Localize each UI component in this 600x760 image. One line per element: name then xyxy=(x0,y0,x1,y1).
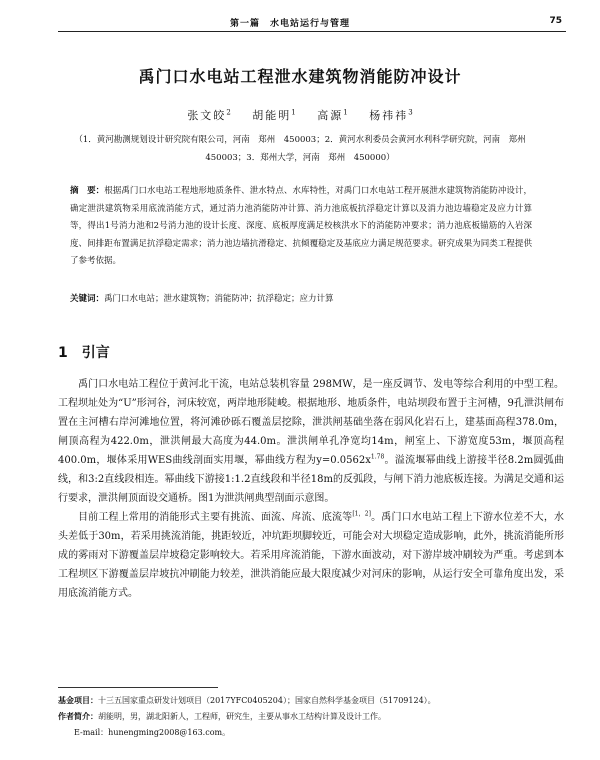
abstract xyxy=(70,183,532,271)
paper-title: 禹门口水电站工程泄水建筑物消能防冲设计 xyxy=(138,67,462,86)
equation-exponent: 1.78 xyxy=(370,453,385,461)
author-name: 张文皎 xyxy=(187,109,227,122)
paragraph-text: 目前工程上常用的消能形式主要有挑流、面流、戽流、底流等 xyxy=(78,512,353,523)
affiliations: （1．黄河勘测规划设计研究院有限公司，河南 郑州 450003；2．黄河水利委员会黄河水利科学研究院，河南 郑州 450003；3．郑州大学，河南 郑州 450000） xyxy=(74,135,535,163)
section-heading xyxy=(58,342,110,362)
author-affiliation-mark: 1 xyxy=(343,108,348,117)
keywords-text: 禹门口水电站；泄水建筑物；消能防冲；抗浮稳定；应力计算 xyxy=(104,294,334,304)
author-note xyxy=(58,709,564,725)
author-affiliation-mark: 2 xyxy=(226,108,231,117)
fund-text: 十三五国家重点研发计划项目（2017YFC0405204）；国家自然科学基金项目（51709124）。 xyxy=(98,696,436,705)
author xyxy=(317,109,347,122)
author-name: 胡能明 xyxy=(252,109,292,122)
header-rule xyxy=(58,31,566,32)
running-header-section: 第一篇 水电站运行与管理 xyxy=(230,19,351,29)
section-number: 1 xyxy=(58,345,68,361)
page-number: 75 xyxy=(549,16,562,26)
abstract-text: 根据禹门口水电站工程地形地质条件、泄水特点、水库特性，对禹门口水电站工程开展泄水建筑物消能防冲设计，确定泄洪建筑物采用底流消能方式，通过消力池消能防冲计算、消力池底板抗浮稳定计算以及消力池边墙稳定及应力计算等，得出1号消力池和2号消力池的设计长度、深度、底板厚度满足校核洪水下的消能防冲要求；消力池底板锚筋的入岩深度、间排距布置满足抗浮稳定需求；消力池边墙抗滑稳定、抗倾覆稳定及基底应力满足规范要求。研究成果为同类工程提供了参考依据。 xyxy=(70,186,532,266)
paragraph-text: 禹门口水电站工程位于黄河北干流，电站总装机容量 298MW，是一座反调节、发电等综合利用的中型工程。工程坝址处为“U”形河谷，河床较宽，两岸地形陡峻。根据地形、地质条件，电站坝段布置于主河槽，9孔泄洪闸布置在主河槽右岸河滩地位置，将河滩砂砾石覆盖层挖除，泄洪闸基础坐落在弱风化岩石上，建基面高程378.0m，闸顶高程为422.0m，泄洪闸最大高度为44.0m。泄洪闸单孔净宽均14m，闸室上、下游宽度53m，堰顶高程400.0m，堰体采用WES曲线剖面实用堰，幂曲线方程为y=0.0562x xyxy=(58,379,564,466)
body-text xyxy=(58,375,564,603)
fund-label: 基金项目： xyxy=(58,696,98,705)
running-header xyxy=(58,14,566,30)
keywords-label: 关键词： xyxy=(70,294,105,304)
paragraph-text: 。溢流堰幂曲线上游接半径8.2m圆弧曲线，和3:2直线段相连。幂曲线下游接1:1.2直线段和半径18m的反弧段，与闸下消力池底板连接。为满足交通和运行要求，泄洪闸顶面设交通桥。图1为泄洪闸典型剖面示意图。 xyxy=(58,455,564,504)
author xyxy=(252,109,295,122)
paragraph-text: 。禹门口水电站工程上下游水位差不大，水头差低于30m，若采用挑流消能，挑距较近，冲坑距坝脚较近，可能会对大坝稳定造成影响，此外，挑流消能所形成的雾雨对下游覆盖层岸坡稳定影响较大。若采用戽流消能，下游水面波动，对下游岸坡冲刷较为严重。考虑到本工程坝区下游覆盖层岸坡抗冲刷能力较差，泄洪消能应最大限度减少对河床的影响，从运行安全可靠角度出发，采用底流消能方式。 xyxy=(58,512,565,599)
author-bio-label: 作者简介： xyxy=(58,712,98,721)
author-bio-text: 胡能明，男，湖北阳新人，工程师，研究生，主要从事水工结构计算及设计工作。 xyxy=(98,712,386,721)
body-paragraph xyxy=(58,375,564,508)
author xyxy=(187,109,230,122)
footnote-rule xyxy=(58,687,218,688)
abstract-label: 摘 要： xyxy=(70,186,105,196)
footnotes xyxy=(58,693,564,741)
author-affiliation-mark: 1 xyxy=(291,108,296,117)
keywords xyxy=(70,292,532,306)
section-title: 引言 xyxy=(81,345,110,361)
author-name: 杨祎祎 xyxy=(369,109,409,122)
author-email: E-mail：hunengming2008@163.com。 xyxy=(74,728,231,737)
author xyxy=(369,109,412,122)
fund-note xyxy=(58,693,564,709)
citation-ref: [1，2] xyxy=(352,510,371,518)
author-name: 高源 xyxy=(317,109,344,122)
body-paragraph xyxy=(58,508,564,603)
author-affiliation-mark: 3 xyxy=(408,108,413,117)
author-list xyxy=(40,107,560,123)
